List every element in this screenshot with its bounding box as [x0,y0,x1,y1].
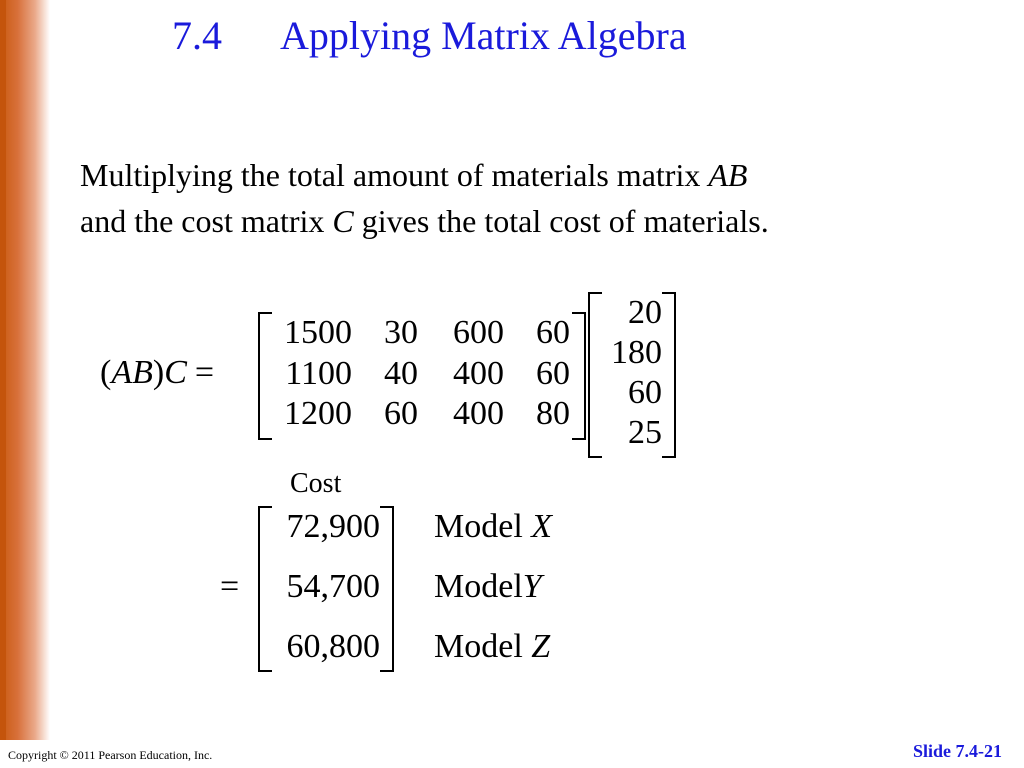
matrix-c-cell: 180 [611,334,662,371]
copyright-notice: Copyright © 2011 Pearson Education, Inc. [8,748,213,762]
matrix-ab-cell: 400 [453,355,504,392]
matrix-c-right-bracket [662,292,676,458]
matrix-c-cell: 60 [628,374,662,411]
result-label [434,570,542,604]
lhs-var-c: C [164,354,187,391]
matrix-ab-cell: 60 [536,314,570,351]
lhs-var-ab: AB [111,354,153,391]
lhs-close-paren: ) [152,354,165,391]
matrix-ab-cell: 60 [536,355,570,392]
result-label-text: Model [434,568,523,605]
result-equals-sign: = [220,568,240,605]
slide-title [172,13,687,58]
intro-line-1-text: Multiplying the total amount of materials matrix [80,157,709,193]
matrix-ab-right-bracket [572,312,586,440]
lhs-equals-sign: = [194,354,215,391]
result-label-text: Model [434,508,523,545]
cost-column-header: Cost [290,468,342,499]
result-value: 72,900 [286,508,380,545]
result-value: 54,700 [286,568,380,605]
lhs-open-paren: ( [100,354,112,391]
result-label-var: Z [531,628,551,665]
result-value: 60,800 [286,628,380,665]
matrix-ab-cell: 60 [384,395,418,432]
matrix-ab-cell: 40 [384,355,418,392]
sidebar-decoration [0,0,50,740]
result-right-bracket [380,506,394,672]
title-text: Applying Matrix Algebra [280,13,687,58]
matrix-ab-cell: 400 [453,395,504,432]
intro-var-ab: AB [708,157,748,193]
result-label [434,630,550,664]
result-label-var: X [531,508,553,545]
intro-paragraph [80,152,769,244]
slide-number: Slide 7.4-21 [912,741,1002,761]
equation-lhs [100,356,214,390]
matrix-c-cell: 25 [628,414,662,451]
intro-line-2-suffix: gives the total cost of materials. [353,203,769,239]
intro-var-c: C [332,203,354,239]
matrix-ab-cell: 600 [453,314,504,351]
intro-line-2-text: and the cost matrix [80,203,333,239]
sidebar-edge [0,0,6,740]
matrix-c-cell: 20 [628,294,662,331]
matrix-ab-cell: 1500 [284,314,352,351]
section-number: 7.4 [172,13,222,58]
matrix-ab-cell: 1100 [285,355,352,392]
intro-line-1 [80,152,769,198]
result-label-var: Y [522,568,542,605]
matrix-ab-cell: 1200 [284,395,352,432]
intro-line-2 [80,198,769,244]
matrix-ab-cell: 80 [536,395,570,432]
result-label [434,510,552,544]
result-label-text: Model [434,628,523,665]
matrix-ab-cell: 30 [384,314,418,351]
